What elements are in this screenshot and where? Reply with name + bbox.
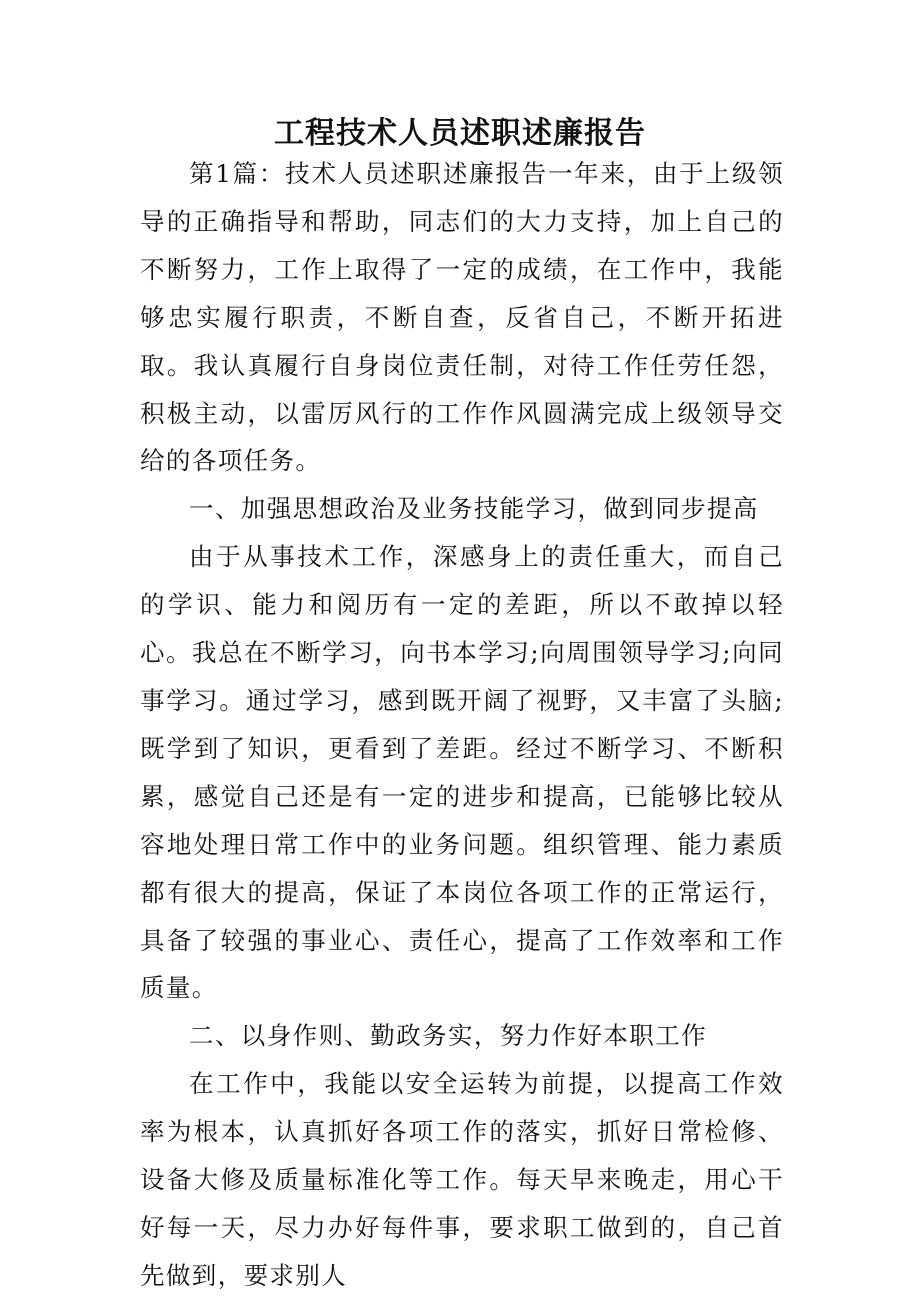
paragraph-section-1: 由于从事技术工作，深感身上的责任重大，而自己的学识、能力和阅历有一定的差距，所以不敢掉以轻心。我总在不断学习，向书本学习;向周围领导学习;向同事学习。通过学习，感到既开阔了视野，又丰富了头脑;既学到了知识，更看到了差距。经过不断学习、不断积累，感觉自己还是有一定的进步和提高，已能够比较从容地处理日常工作中的业务问题。组织管理、能力素质都有很大的提高，保证了本岗位各项工作的正常运行，具备了较强的事业心、责任心，提高了工作效率和工作质量。 [140, 542, 784, 1003]
document-body [140, 150, 784, 1300]
section-heading-2: 二、以身作则、勤政务实，努力作好本职工作 [189, 1021, 707, 1051]
section-heading-1: 一、加强思想政治及业务技能学习，做到同步提高 [189, 494, 759, 524]
paragraph-section-2: 在工作中，我能以安全运转为前提，以提高工作效率为根本，认真抓好各项工作的落实，抓好日常检修、设备大修及质量标准化等工作。每天早来晚走，用心干好每一天，尽力办好每件事，要求职工做到的，自己首先做到，要求别人 [140, 1069, 784, 1290]
paragraph-intro: 第1篇：技术人员述职述廉报告一年来，由于上级领导的正确指导和帮助，同志们的大力支持，加上自己的不断努力，工作上取得了一定的成绩，在工作中，我能够忠实履行职责，不断自查，反省自己，不断开拓进取。我认真履行自身岗位责任制，对待工作任劳任怨，积极主动，以雷厉风行的工作作风圆满完成上级领导交给的各项任务。 [140, 159, 784, 476]
document-title: 工程技术人员述职述廉报告 [274, 116, 646, 151]
